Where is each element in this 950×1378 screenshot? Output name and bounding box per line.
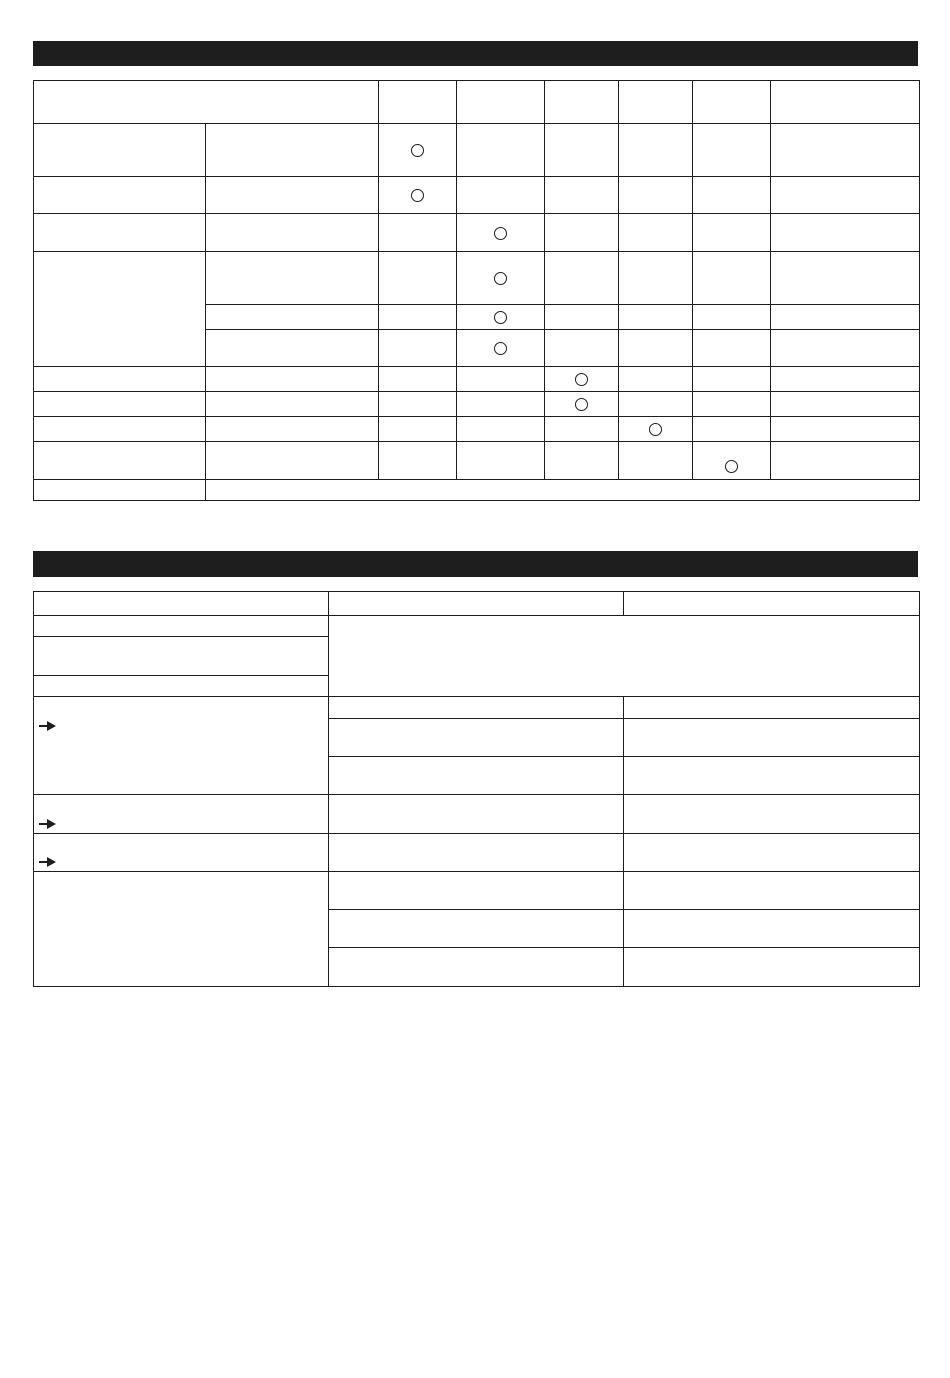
mark-cell (457, 214, 545, 252)
circle-mark-icon (494, 342, 507, 355)
row-label-cell (34, 616, 329, 637)
empty-cell (771, 367, 920, 392)
arrow-right-icon (39, 721, 56, 731)
empty-cell (693, 392, 771, 417)
table-row (34, 442, 920, 480)
table-row (34, 834, 920, 872)
table-row (34, 392, 920, 417)
circle-mark-icon (725, 460, 738, 473)
row-label-cell (206, 417, 379, 442)
mark-cell (457, 330, 545, 367)
arrow-right-icon (39, 819, 56, 829)
empty-cell (619, 392, 693, 417)
empty-cell (457, 124, 545, 177)
circle-mark-icon (494, 311, 507, 324)
empty-cell (619, 177, 693, 214)
header-cell (329, 592, 624, 616)
mark-cell (545, 392, 619, 417)
header-cell (545, 81, 619, 124)
row-label-cell (206, 214, 379, 252)
row-group-cell (34, 367, 206, 392)
empty-cell (379, 330, 457, 367)
empty-cell (771, 417, 920, 442)
empty-cell (693, 177, 771, 214)
empty-cell (619, 305, 693, 330)
compatibility-table (33, 80, 920, 501)
header-cell (34, 81, 379, 124)
row-label-cell (34, 637, 329, 676)
row-group-cell (34, 417, 206, 442)
empty-cell (545, 252, 619, 305)
value-cell (329, 795, 624, 834)
empty-cell (619, 214, 693, 252)
empty-cell (619, 367, 693, 392)
row-group-cell (34, 392, 206, 417)
value-cell (624, 948, 920, 987)
row-group-cell (34, 442, 206, 480)
circle-mark-icon (575, 373, 588, 386)
value-cell (329, 872, 624, 910)
row-label-cell (206, 442, 379, 480)
table-row (34, 480, 920, 501)
empty-cell (379, 442, 457, 480)
empty-cell (379, 214, 457, 252)
row-label-cell (34, 676, 329, 697)
empty-cell (545, 330, 619, 367)
row-label-cell (34, 834, 329, 872)
value-cell (329, 697, 624, 719)
empty-cell (771, 305, 920, 330)
empty-cell (379, 392, 457, 417)
empty-cell (619, 124, 693, 177)
empty-cell (619, 252, 693, 305)
empty-cell (693, 214, 771, 252)
circle-mark-icon (411, 144, 424, 157)
arrow-right-icon (39, 857, 56, 867)
value-cell (624, 697, 920, 719)
header-cell (457, 81, 545, 124)
empty-cell (771, 442, 920, 480)
empty-cell (379, 305, 457, 330)
row-label-cell (34, 697, 329, 795)
value-cell (329, 834, 624, 872)
row-group-cell (34, 214, 206, 252)
circle-mark-icon (494, 272, 507, 285)
empty-cell (457, 392, 545, 417)
empty-cell (457, 367, 545, 392)
section-header-bar-1 (33, 41, 918, 66)
row-group-cell (34, 252, 206, 367)
table-row (34, 252, 920, 305)
table-row (34, 177, 920, 214)
table-row (34, 417, 920, 442)
empty-cell (693, 330, 771, 367)
section-header-bar-2 (33, 551, 918, 577)
header-cell (624, 592, 920, 616)
table-row (34, 214, 920, 252)
empty-cell (379, 367, 457, 392)
value-cell (624, 719, 920, 757)
mark-cell (379, 177, 457, 214)
empty-cell (771, 252, 920, 305)
empty-cell (379, 252, 457, 305)
merged-value-cell (329, 616, 920, 697)
empty-cell (693, 367, 771, 392)
empty-cell (693, 417, 771, 442)
value-cell (329, 948, 624, 987)
circle-mark-icon (411, 189, 424, 202)
empty-cell (545, 214, 619, 252)
row-label-cell (206, 367, 379, 392)
table-row (34, 872, 920, 910)
table-row (34, 616, 920, 637)
row-group-cell (34, 124, 206, 177)
circle-mark-icon (494, 227, 507, 240)
value-cell (624, 910, 920, 948)
empty-cell (545, 305, 619, 330)
table-row (34, 697, 920, 719)
empty-cell (693, 252, 771, 305)
table-row (34, 795, 920, 834)
note-cell (206, 480, 920, 501)
value-cell (624, 795, 920, 834)
empty-cell (545, 124, 619, 177)
specification-table (33, 591, 920, 987)
table-row (34, 124, 920, 177)
value-cell (329, 910, 624, 948)
empty-cell (771, 177, 920, 214)
empty-cell (771, 330, 920, 367)
empty-cell (457, 417, 545, 442)
header-cell (693, 81, 771, 124)
row-label-cell (206, 124, 379, 177)
table-header-row (34, 592, 920, 616)
mark-cell (379, 124, 457, 177)
empty-cell (457, 177, 545, 214)
mark-cell (693, 442, 771, 480)
row-label-cell (206, 305, 379, 330)
empty-cell (771, 124, 920, 177)
table-row (34, 367, 920, 392)
header-cell (771, 81, 920, 124)
header-cell (619, 81, 693, 124)
empty-cell (545, 177, 619, 214)
empty-cell (457, 442, 545, 480)
row-label-cell (34, 872, 329, 987)
row-label-cell (206, 392, 379, 417)
empty-cell (771, 214, 920, 252)
circle-mark-icon (575, 398, 588, 411)
empty-cell (545, 442, 619, 480)
header-cell (379, 81, 457, 124)
empty-cell (545, 417, 619, 442)
empty-cell (379, 417, 457, 442)
mark-cell (457, 305, 545, 330)
row-group-cell (34, 480, 206, 501)
value-cell (624, 834, 920, 872)
row-label-cell (206, 177, 379, 214)
mark-cell (457, 252, 545, 305)
row-label-cell (34, 795, 329, 834)
value-cell (624, 872, 920, 910)
empty-cell (693, 124, 771, 177)
row-label-cell (206, 330, 379, 367)
row-label-cell (206, 252, 379, 305)
circle-mark-icon (649, 423, 662, 436)
mark-cell (545, 367, 619, 392)
table-header-row (34, 81, 920, 124)
empty-cell (619, 330, 693, 367)
empty-cell (693, 305, 771, 330)
value-cell (329, 719, 624, 757)
row-group-cell (34, 177, 206, 214)
header-cell (34, 592, 329, 616)
value-cell (329, 757, 624, 795)
value-cell (624, 757, 920, 795)
empty-cell (619, 442, 693, 480)
empty-cell (771, 392, 920, 417)
mark-cell (619, 417, 693, 442)
